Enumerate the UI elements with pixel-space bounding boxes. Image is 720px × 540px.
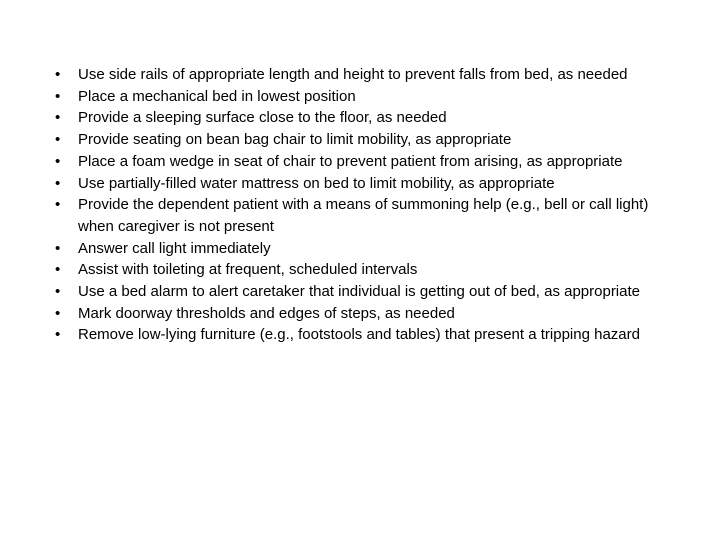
list-item	[55, 324, 665, 346]
bullet-icon: •	[55, 131, 61, 149]
list-item-text: Use side rails of appropriate length and height to prevent falls from bed, as needed	[78, 66, 628, 83]
bullet-list	[55, 64, 665, 346]
list-item	[55, 129, 665, 151]
list-item-text: Use partially-filled water mattress on bed to limit mobility, as appropriate	[78, 174, 555, 192]
list-item	[55, 151, 665, 173]
bullet-icon: •	[55, 109, 61, 127]
list-item-text: Answer call light immediately	[78, 239, 271, 257]
list-item-text: Remove low-lying furniture (e.g., footstools and tables) that present a tripping hazard	[78, 326, 640, 344]
bullet-icon: •	[55, 152, 61, 170]
list-item-text: Provide a sleeping surface close to the floor, as needed	[78, 109, 447, 127]
list-item	[55, 173, 665, 195]
list-item	[55, 238, 665, 260]
list-item-text: Place a foam wedge in seat of chair to prevent patient from arising, as appropriate	[78, 152, 623, 170]
bullet-icon: •	[55, 326, 61, 344]
bullet-icon: •	[55, 196, 61, 214]
bullet-icon: •	[55, 304, 61, 322]
list-item	[55, 303, 665, 325]
list-item	[55, 64, 665, 86]
list-item	[55, 107, 665, 129]
list-item	[55, 281, 665, 303]
list-item-text: Provide seating on bean bag chair to limit mobility, as appropriate	[78, 131, 512, 149]
bullet-icon: •	[55, 66, 61, 83]
list-item-text: Use a bed alarm to alert caretaker that individual is getting out of bed, as appropriate	[78, 283, 640, 301]
bullet-icon: •	[55, 283, 61, 301]
bullet-icon: •	[55, 239, 61, 257]
list-item	[55, 86, 665, 108]
bullet-icon: •	[55, 87, 61, 105]
bullet-icon: •	[55, 261, 61, 279]
list-item	[55, 194, 665, 237]
list-item-text: Place a mechanical bed in lowest position	[78, 87, 356, 105]
bullet-icon: •	[55, 174, 61, 192]
list-item-text: Provide the dependent patient with a means of summoning help (e.g., bell or call light) when caregiver is not present	[78, 196, 649, 235]
list-item-text: Mark doorway thresholds and edges of steps, as needed	[78, 304, 455, 322]
list-item-text: Assist with toileting at frequent, scheduled intervals	[78, 261, 418, 279]
list-item	[55, 259, 665, 281]
